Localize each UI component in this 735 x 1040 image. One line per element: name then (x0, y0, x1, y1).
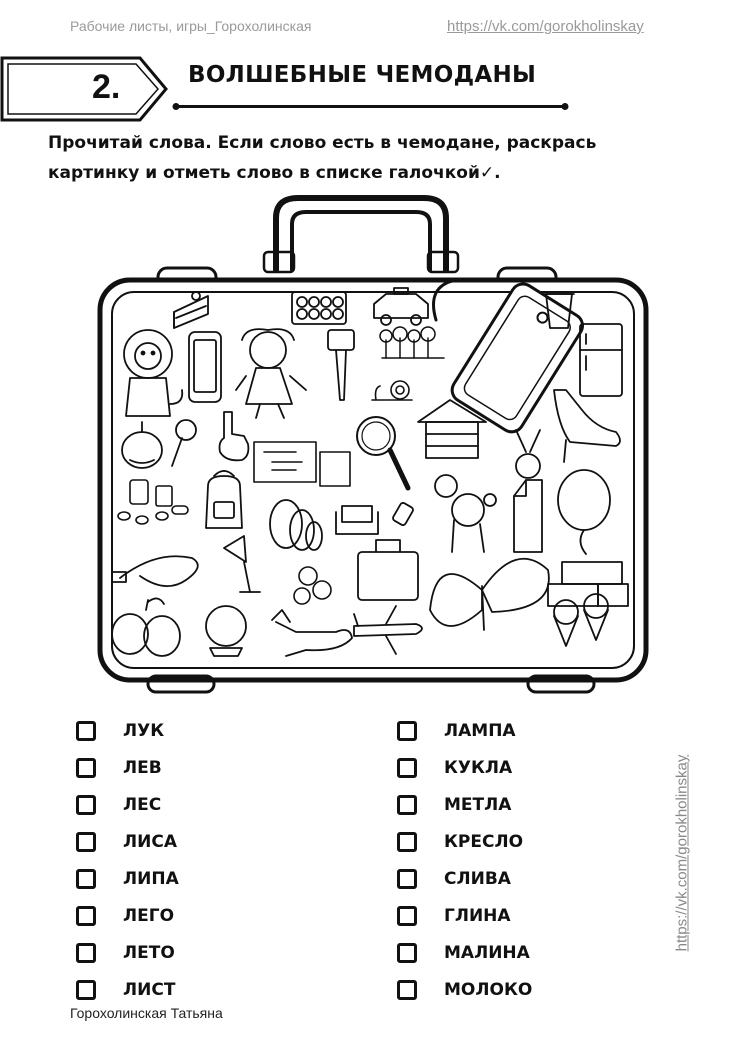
word-label: ЛЕГО (123, 905, 175, 926)
word-checkbox[interactable] (76, 758, 96, 778)
word-label: ЛУК (123, 720, 165, 741)
list-item (397, 934, 532, 971)
word-list-right (397, 712, 532, 1008)
task-number: 2. (92, 68, 121, 106)
word-label: ЛИСТ (123, 979, 176, 1000)
list-item (76, 749, 179, 786)
word-checkbox[interactable] (76, 795, 96, 815)
list-item (397, 971, 532, 1008)
word-checkbox[interactable] (76, 906, 96, 926)
instruction-text (48, 128, 596, 188)
word-label: ЛАМПА (444, 720, 516, 741)
suitcase-handle (264, 198, 458, 272)
word-label: КРЕСЛО (444, 831, 524, 852)
word-label: МЕТЛА (444, 794, 512, 815)
word-checkbox[interactable] (76, 832, 96, 852)
word-checkbox[interactable] (397, 943, 417, 963)
word-label: МОЛОКО (444, 979, 533, 1000)
word-label: ЛИСА (123, 831, 177, 852)
list-item (397, 860, 532, 897)
title-underline (172, 100, 572, 114)
word-checkbox[interactable] (397, 869, 417, 889)
word-label: КУКЛА (444, 757, 513, 778)
word-checkbox[interactable] (397, 906, 417, 926)
word-checkbox[interactable] (397, 980, 417, 1000)
checkmark-icon: ✓ (479, 163, 495, 183)
page-title: ВОЛШЕБНЫЕ ЧЕМОДАНЫ (188, 62, 537, 88)
list-item (76, 971, 179, 1008)
footer-author: Горохолинская Татьяна (70, 1005, 223, 1021)
word-label: ЛЕС (123, 794, 162, 815)
list-item (397, 712, 532, 749)
word-checkbox[interactable] (397, 795, 417, 815)
list-item (76, 823, 179, 860)
word-label: ЛИПА (123, 868, 179, 889)
word-checkbox[interactable] (397, 832, 417, 852)
suitcase-illustration (96, 190, 656, 700)
word-checkbox[interactable] (397, 758, 417, 778)
list-item (76, 934, 179, 971)
list-item (397, 897, 532, 934)
word-checkbox[interactable] (76, 943, 96, 963)
list-item (76, 860, 179, 897)
side-vk-link[interactable]: https://vk.com/gorokholinskay (673, 754, 691, 951)
word-label: ЛЕВ (123, 757, 162, 778)
word-checkbox[interactable] (76, 869, 96, 889)
list-item (76, 897, 179, 934)
list-item (397, 823, 532, 860)
instruction-line-1: Прочитай слова. Если слово есть в чемодане, раскрась (48, 133, 597, 153)
list-item (76, 786, 179, 823)
word-checkbox[interactable] (76, 721, 96, 741)
list-item (397, 786, 532, 823)
word-list-left (76, 712, 179, 1008)
word-label: ЛЕТО (123, 942, 175, 963)
word-checkbox[interactable] (76, 980, 96, 1000)
header-source-text: Рабочие листы, игры_Горохолинская (70, 18, 312, 34)
word-label: МАЛИНА (444, 942, 530, 963)
list-item (76, 712, 179, 749)
header-vk-link[interactable]: https://vk.com/gorokholinskay (447, 18, 644, 35)
word-label: СЛИВА (444, 868, 511, 889)
instruction-line-2: картинку и отметь слово в списке галочкой✓. (48, 163, 501, 183)
word-label: ГЛИНА (444, 905, 511, 926)
list-item (397, 749, 532, 786)
word-checkbox[interactable] (397, 721, 417, 741)
task-number-badge (0, 56, 170, 122)
